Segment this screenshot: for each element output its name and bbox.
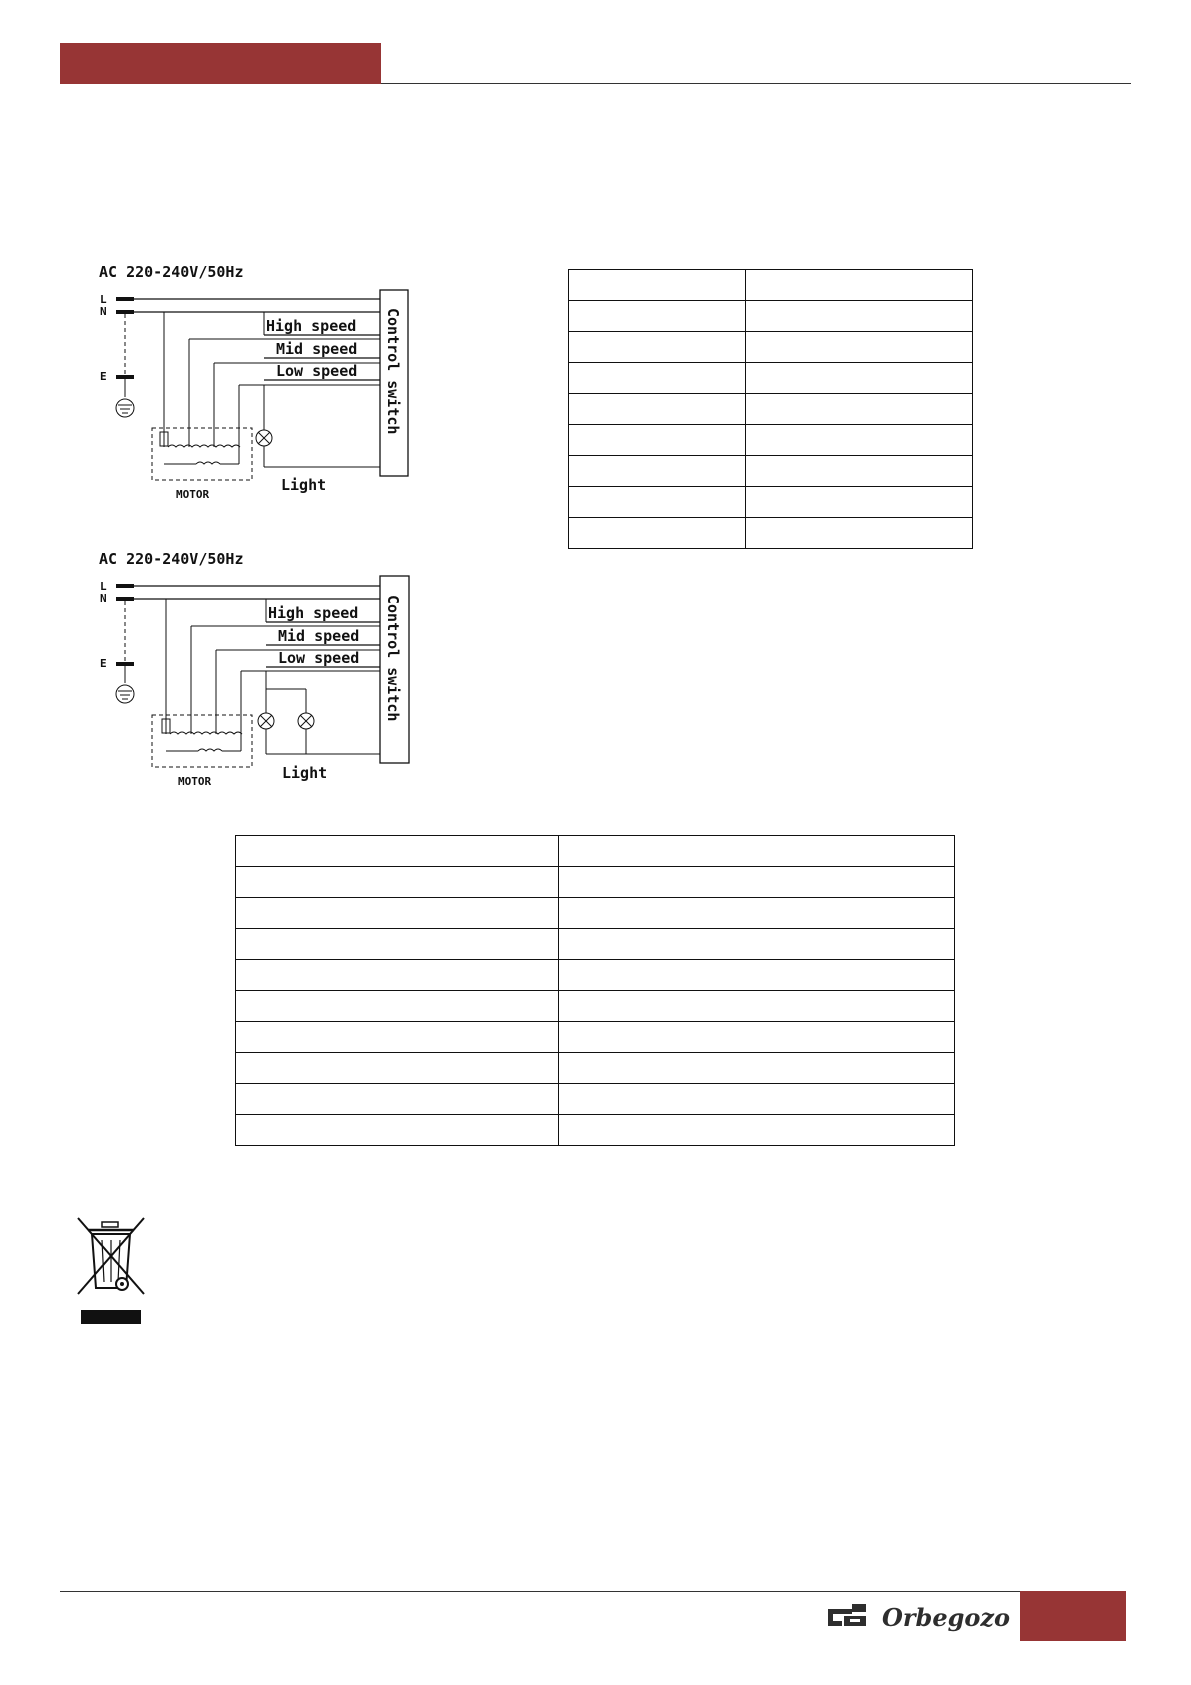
table-row (569, 363, 973, 394)
crossed-out-bin-icon (74, 1214, 148, 1326)
low-speed-label: Low speed (278, 649, 360, 667)
table-row (569, 487, 973, 518)
table-row (569, 332, 973, 363)
terminal-l: L (100, 293, 107, 306)
wiring-diagram-double-light (96, 549, 426, 789)
low-speed-label: Low speed (276, 362, 358, 380)
high-speed-label: High speed (266, 317, 357, 335)
light-label: Light (282, 764, 328, 782)
spec-table-small (568, 269, 973, 549)
supply-label: AC 220-240V/50Hz (99, 263, 244, 281)
terminal-n: N (100, 305, 107, 318)
light-label: Light (281, 476, 327, 494)
header-rule (381, 83, 1131, 84)
spec-table-large (235, 835, 955, 1146)
control-switch-label: Control switch (384, 595, 402, 722)
supply-label: AC 220-240V/50Hz (99, 550, 244, 568)
table-row (236, 929, 955, 960)
table-row (569, 456, 973, 487)
mid-speed-label: Mid speed (278, 627, 360, 645)
motor-label: MOTOR (176, 488, 210, 501)
brand-logo (826, 1599, 1010, 1633)
table-row (236, 1053, 955, 1084)
table-row (236, 991, 955, 1022)
table-row (236, 1022, 955, 1053)
table-row (569, 270, 973, 301)
footer-rule (60, 1591, 1020, 1592)
table-row (236, 1115, 955, 1146)
table-row (236, 1084, 955, 1115)
table-row (569, 394, 973, 425)
terminal-n: N (100, 592, 107, 605)
brand-name: Orbegozo (882, 1603, 1010, 1632)
terminal-e: E (100, 370, 107, 383)
terminal-l: L (100, 580, 107, 593)
table-row (236, 836, 955, 867)
footer-page-box (1020, 1591, 1126, 1641)
table-row (236, 898, 955, 929)
table-row (569, 425, 973, 456)
mid-speed-label: Mid speed (276, 340, 358, 358)
table-row (236, 960, 955, 991)
control-switch-label: Control switch (384, 308, 402, 435)
table-row (236, 867, 955, 898)
wiring-diagram-single-light (96, 262, 426, 502)
table-row (569, 301, 973, 332)
motor-label: MOTOR (178, 775, 212, 788)
high-speed-label: High speed (268, 604, 359, 622)
table-row (569, 518, 973, 549)
header-accent-bar (60, 43, 381, 84)
terminal-e: E (100, 657, 107, 670)
